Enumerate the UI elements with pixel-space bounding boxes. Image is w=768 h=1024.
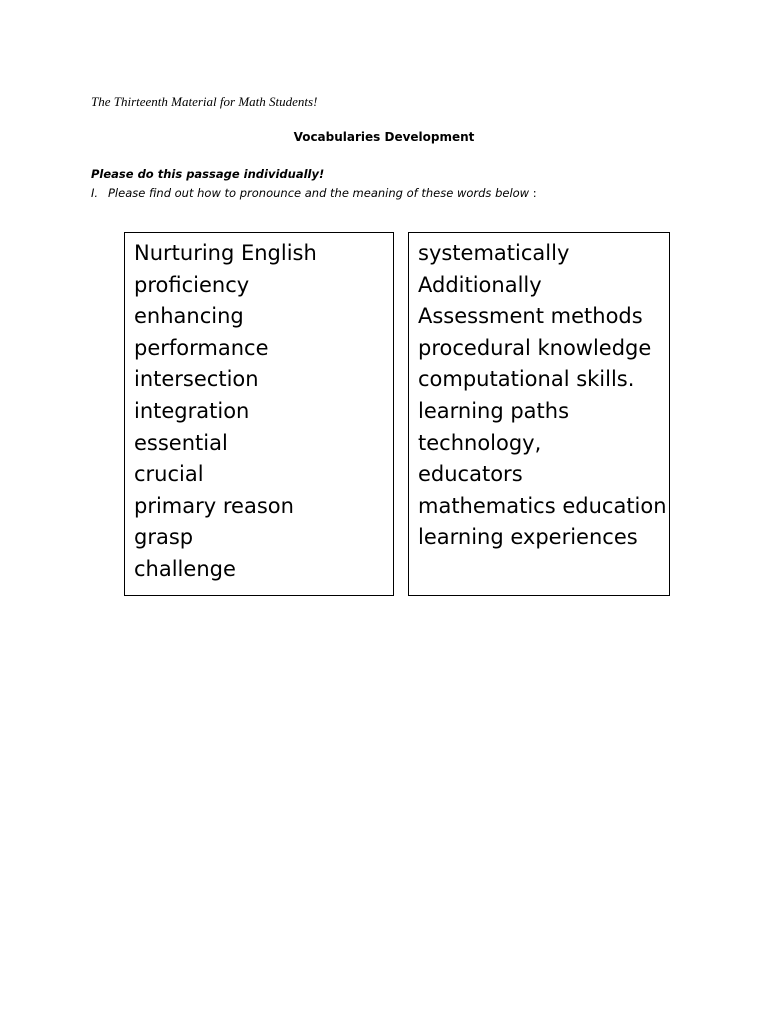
- word-item: intersection: [134, 367, 259, 392]
- word-item: technology,: [418, 430, 542, 455]
- instruction-number: I.: [91, 186, 99, 200]
- word-item: Assessment methods: [418, 304, 643, 329]
- instruction-item: [91, 186, 537, 200]
- instruction-heading: Please do this passage individually!: [91, 167, 325, 181]
- word-item: mathematics education: [418, 493, 667, 518]
- word-item: crucial: [134, 462, 204, 487]
- word-item: grasp: [134, 525, 194, 550]
- word-item: computational skills.: [418, 367, 635, 392]
- instruction-colon: :: [529, 186, 537, 200]
- word-box-right: [408, 232, 670, 596]
- word-item: essential: [134, 430, 228, 455]
- word-item: performance: [134, 335, 269, 360]
- word-item: primary reason: [134, 493, 294, 518]
- material-title: The Thirteenth Material for Math Students!: [91, 94, 318, 109]
- word-item: challenge: [134, 556, 236, 581]
- word-box-left: [124, 232, 394, 596]
- word-item: Nurturing English: [134, 241, 317, 265]
- word-item: procedural knowledge: [418, 335, 652, 360]
- word-item: proficiency: [134, 272, 250, 297]
- word-item: learning experiences: [418, 525, 638, 550]
- word-item: integration: [134, 398, 250, 423]
- word-item: educators: [418, 462, 523, 487]
- instruction-text: Please find out how to pronounce and the meaning of these words below: [108, 186, 530, 200]
- word-item: enhancing: [134, 304, 244, 329]
- word-item: learning paths: [418, 398, 570, 423]
- section-heading: Vocabularies Development: [293, 130, 475, 144]
- word-item: Additionally: [418, 272, 542, 297]
- word-item: systematically: [418, 241, 570, 265]
